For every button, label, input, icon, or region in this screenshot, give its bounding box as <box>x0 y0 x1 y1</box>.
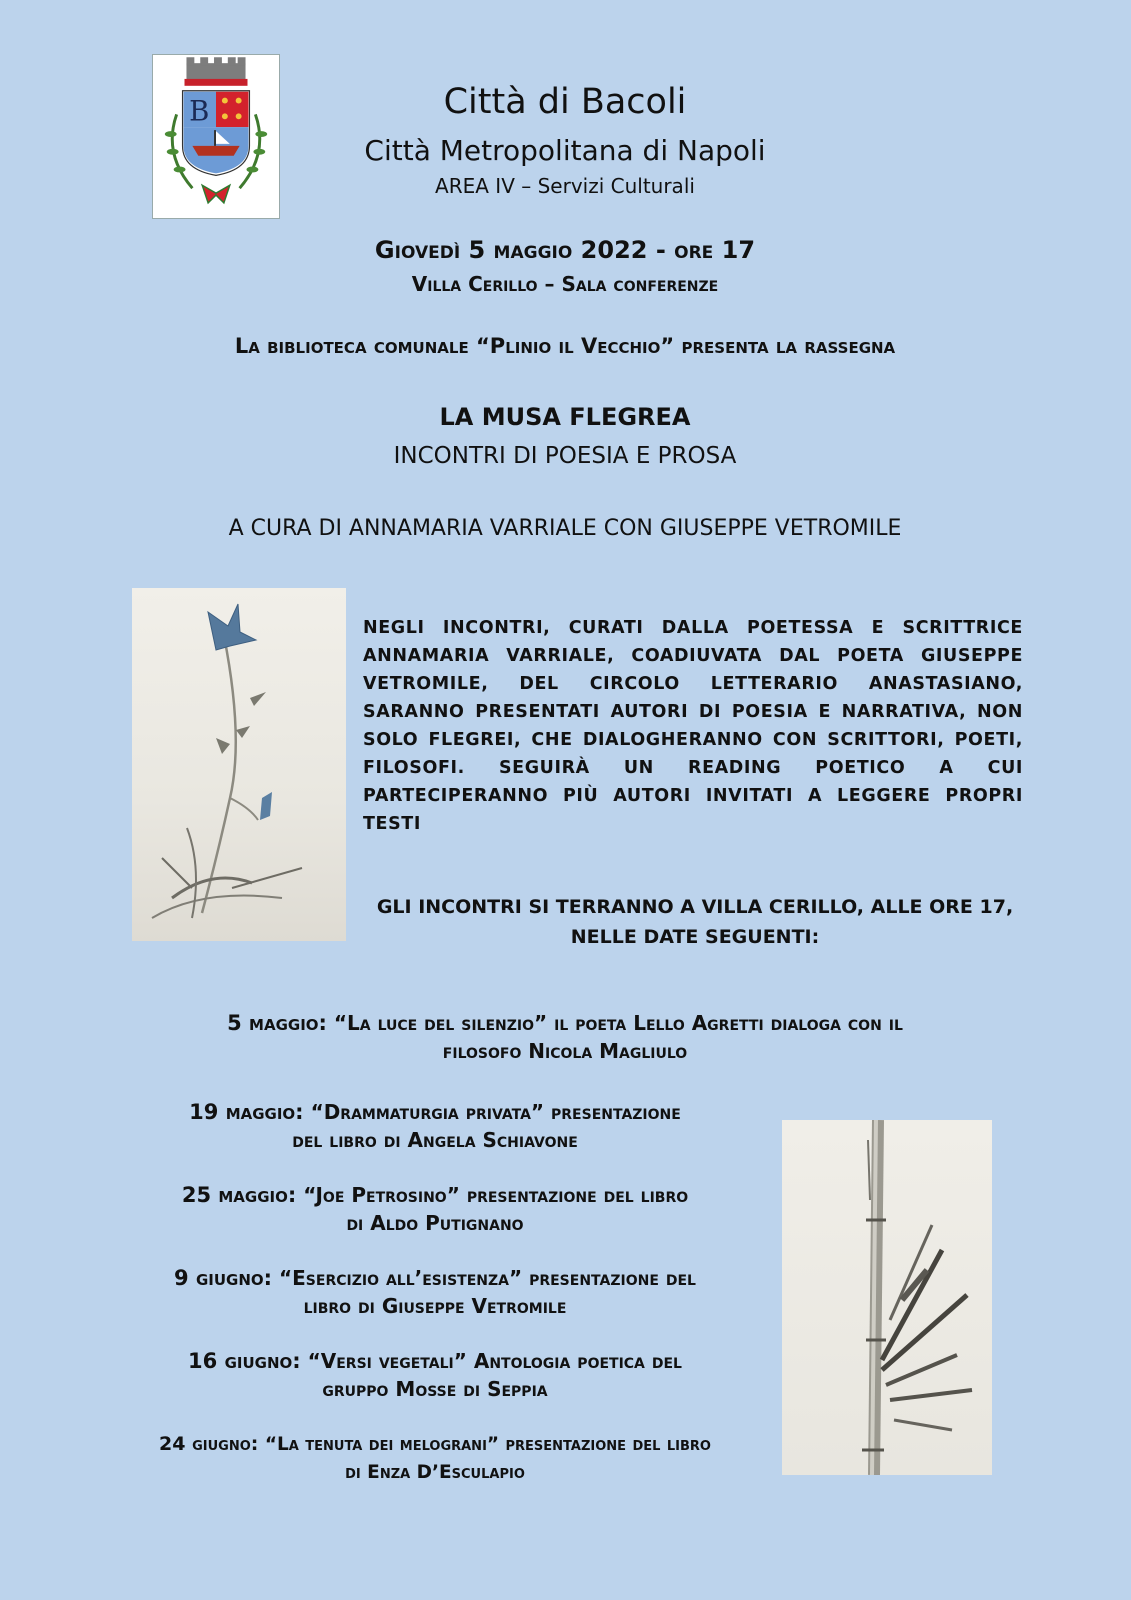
rassegna-title: LA MUSA FLEGREA <box>439 403 691 431</box>
schedule-note <box>360 892 1030 952</box>
city-name: Città di Bacoli <box>443 82 687 122</box>
bamboo-illustration <box>782 1120 992 1475</box>
event-description: “Esercizio all’esistenza” presentazione del <box>279 1266 696 1290</box>
event-item <box>95 1098 775 1154</box>
event-description: “La tenuta dei melograni” presentazione del libro <box>264 1434 711 1455</box>
schedule-note-line-2: NELLE DATE SEGUENTI: <box>570 926 820 948</box>
event-item <box>95 1264 775 1320</box>
event-date-time: Giovedì 5 maggio 2022 - ore 17 <box>374 236 756 264</box>
bamboo-icon <box>782 1120 992 1475</box>
event-description: “Versi vegetali” Antologia poetica del <box>307 1349 682 1373</box>
event-description-continued: libro di Giuseppe Vetromile <box>303 1294 567 1318</box>
event-date: 16 giugno: <box>188 1349 301 1373</box>
event-description-continued: filosofo Nicola Magliulo <box>442 1039 688 1063</box>
event-date: 25 maggio: <box>181 1183 297 1207</box>
svg-text:B: B <box>189 95 210 128</box>
intro-paragraph: NEGLI INCONTRI, CURATI DALLA POETESSA E SCRITTRICE ANNAMARIA VARRIALE, COADIUVATA DAL POETA GIUSEPPE VETROMILE, DEL CIRCOLO LETTERARIO ANASTASIANO, SARANNO PRESENTATI AUTORI DI POESIA E NARRATIVA, NON SOLO FLEGREI, CHE DIALOGHERANNO CON SCRITTORI, POETI, FILOSOFI. SEGUIRÀ UN READING POETICO A CUI PARTECIPERANNO PIÙ AUTORI INVITATI A LEGGERE PROPRI TESTI <box>363 618 1023 834</box>
schedule-note-line-1: GLI INCONTRI SI TERRANNO A VILLA CERILLO, ALLE ORE 17, <box>376 896 1014 918</box>
event-venue: Villa Cerillo – Sala conferenze <box>411 272 719 296</box>
coat-of-arms-icon <box>153 55 279 218</box>
metropolitan-city: Città Metropolitana di Napoli <box>364 134 766 167</box>
event-date: 9 giugno: <box>174 1266 273 1290</box>
city-coat-of-arms <box>152 54 280 219</box>
department-area: AREA IV – Servizi Culturali <box>435 174 695 198</box>
event-description: “Joe Petrosino” presentazione del libro <box>303 1183 689 1207</box>
event-item <box>95 1181 775 1237</box>
bellflower-icon <box>132 588 346 941</box>
event-description-continued: gruppo Mosse di Seppia <box>322 1377 548 1401</box>
event-date: 24 giugno: <box>159 1433 259 1455</box>
event-description: “La luce del silenzio” il poeta Lello Agretti dialoga con il <box>333 1011 903 1035</box>
event-description-continued: di Enza D’Esculapio <box>345 1462 525 1483</box>
presents-line: La biblioteca comunale “Plinio il Vecchio” presenta la rassegna <box>234 334 896 358</box>
event-item <box>95 1430 775 1487</box>
event-date: 19 maggio: <box>189 1100 304 1124</box>
event-description-continued: di Aldo Putignano <box>346 1211 524 1235</box>
event-item <box>95 1347 775 1403</box>
event-item <box>110 1009 1020 1065</box>
event-description-continued: del libro di Angela Schiavone <box>292 1128 578 1152</box>
curators-line: A CURA DI ANNAMARIA VARRIALE CON GIUSEPPE VETROMILE <box>228 516 902 541</box>
bellflower-illustration <box>132 588 346 941</box>
event-date: 5 maggio: <box>227 1011 327 1035</box>
event-description: “Drammaturgia privata” presentazione <box>310 1100 681 1124</box>
rassegna-subtitle: INCONTRI DI POESIA E PROSA <box>393 443 737 469</box>
